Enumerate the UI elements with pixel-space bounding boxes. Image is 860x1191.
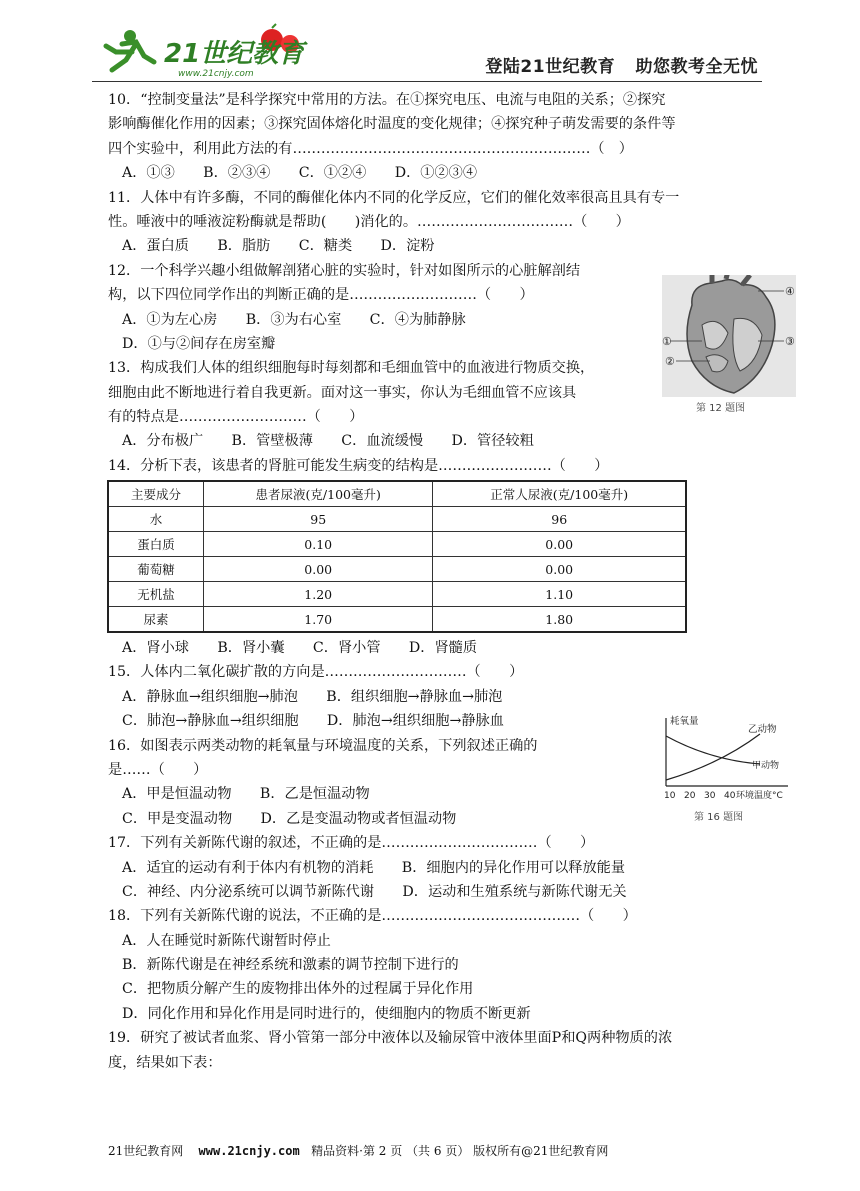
header-divider <box>92 81 762 82</box>
option-line: A．分布极广 B．管壁极薄 C．血流缓慢 D．管径较粗 <box>122 433 534 450</box>
text-line: 有的特点是………………………（ ） <box>108 409 364 426</box>
text-line: 18．下列有关新陈代谢的说法，不正确的是……………………………………（ ） <box>108 908 637 925</box>
graph-xlabel: 环境温度°C <box>736 791 783 801</box>
table-cell: 1.70 <box>204 607 433 633</box>
oxygen-graph <box>660 714 792 806</box>
running-figure-icon <box>106 30 154 70</box>
table-header-row <box>108 481 686 507</box>
text-line: 12．一个科学兴趣小组做解剖猪心脏的实验时，针对如图所示的心脏解剖结 <box>108 262 581 279</box>
series-b-label: 乙动物 <box>748 724 777 735</box>
footer-site: 21世纪教育网 <box>108 1144 184 1158</box>
option-line: A．蛋白质 B．脂肪 C．糖类 D．淀粉 <box>122 238 435 255</box>
text-line: 16．如图表示两类动物的耗氧量与环境温度的关系，下列叙述正确的 <box>108 737 538 754</box>
text-line: 细胞由此不断地进行着自我更新。面对这一事实，你认为毛细血管不应该具 <box>108 384 577 401</box>
text-line: 11．人体中有许多酶，不同的酶催化体内不同的化学反应，它们的催化效率很高且具有专一 <box>108 189 680 206</box>
series-a-label: 甲动物 <box>752 761 780 771</box>
page-footer <box>108 1142 768 1159</box>
table-row <box>108 507 686 532</box>
heart-figure <box>662 275 796 415</box>
logo <box>92 22 312 82</box>
footer-info: 精品资料·第 2 页 （共 6 页） 版权所有@21世纪教育网 <box>311 1144 609 1158</box>
graph-ylabel: 耗氧量 <box>670 716 699 727</box>
table-cell: 95 <box>204 507 433 532</box>
table-header: 正常人尿液(克/100毫升) <box>433 481 686 507</box>
option-line: A．适宜的运动有利于体内有机物的消耗 B．细胞内的异化作用可以释放能量 <box>122 859 626 876</box>
text-line: 17．下列有关新陈代谢的叙述，不正确的是……………………………（ ） <box>108 835 595 852</box>
question-text-2 <box>108 636 758 1075</box>
curve-a <box>666 736 760 764</box>
table-cell: 水 <box>108 507 204 532</box>
curve-b <box>666 734 760 780</box>
fig16-caption: 第 16 题图 <box>694 812 744 823</box>
table-row <box>108 607 686 633</box>
text-line: 14．分析下表，该患者的肾脏可能发生病变的结构是……………………（ ） <box>108 457 609 474</box>
oxygen-figure <box>660 714 792 824</box>
table-cell: 96 <box>433 507 686 532</box>
table-cell: 1.10 <box>433 582 686 607</box>
table-row <box>108 532 686 557</box>
text-line: 15．人体内二氧化碳扩散的方向是…………………………（ ） <box>108 664 524 681</box>
text-line: 19．研究了被试者血浆、肾小管第一部分中液体以及输尿管中液体里面P和Q两种物质的浓 <box>108 1030 673 1047</box>
option-line: A．肾小球 B．肾小囊 C．肾小管 D．肾髓质 <box>122 640 478 656</box>
tick-label: 30 <box>704 791 716 801</box>
option-line: B．新陈代谢是在神经系统和激素的调节控制下进行的 <box>122 957 459 974</box>
table-row <box>108 557 686 582</box>
table-cell: 尿素 <box>108 607 204 633</box>
table-cell: 0.10 <box>204 532 433 557</box>
table-cell: 1.80 <box>433 607 686 633</box>
table-cell: 0.00 <box>433 557 686 582</box>
text-line: 影响酶催化作用的因素；③探究固体熔化时温度的变化规律；④探究种子萌发需要的条件等 <box>108 116 676 133</box>
logo-text: 21世纪教育 <box>164 39 305 69</box>
option-line: A．①为左心房 B．③为右心室 C．④为肺静脉 <box>122 311 466 328</box>
text-line: 10．“控制变量法”是科学探究中常用的方法。在①探究电压、电流与电阻的关系；②探究 <box>108 92 666 108</box>
text-line: 度，结果如下表： <box>108 1054 222 1071</box>
table-cell: 无机盐 <box>108 582 204 607</box>
heart-label: ② <box>665 355 675 368</box>
option-line: A．①③ B．②③④ C．①②④ D．①②③④ <box>122 165 478 182</box>
table-cell: 葡萄糖 <box>108 557 204 582</box>
text-line: 构，以下四位同学作出的判断正确的是………………………（ ） <box>108 287 534 304</box>
table-header: 患者尿液(克/100毫升) <box>204 481 433 507</box>
tick-label: 40 <box>724 791 736 801</box>
heart-label: ④ <box>785 285 795 298</box>
fig12-caption: 第 12 题图 <box>696 403 746 414</box>
table-cell: 0.00 <box>433 532 686 557</box>
page-header <box>92 22 762 84</box>
text-line: 四个实验中，利用此方法的有………………………………………………………（ ） <box>108 140 633 157</box>
option-line: A．静脉血→组织细胞→肺泡 B．组织细胞→静脉血→肺泡 <box>122 688 503 705</box>
option-line: C．甲是变温动物 D．乙是变温动物或者恒温动物 <box>122 810 457 827</box>
option-line: D．同化作用和异化作用是同时进行的，使细胞内的物质不断更新 <box>122 1005 531 1022</box>
table-cell: 蛋白质 <box>108 532 204 557</box>
logo-url: www.21cnjy.com <box>178 69 254 79</box>
option-line: C．神经、内分泌系统可以调节新陈代谢 D．运动和生殖系统与新陈代谢无关 <box>122 883 627 900</box>
option-line: A．甲是恒温动物 B．乙是恒温动物 <box>122 786 370 803</box>
table-row <box>108 582 686 607</box>
table-cell: 0.00 <box>204 557 433 582</box>
header-slogan: 登陆21世纪教育 助您教考全无忧 <box>485 57 758 77</box>
heart-label: ① <box>662 335 672 348</box>
tick-label: 20 <box>684 791 696 801</box>
question-text <box>108 88 758 478</box>
heart-diagram <box>662 275 796 397</box>
table-header: 主要成分 <box>108 481 204 507</box>
option-line: A．人在睡觉时新陈代谢暂时停止 <box>122 932 331 949</box>
table-cell: 1.20 <box>204 582 433 607</box>
option-line: D．①与②间存在房室瓣 <box>122 335 276 352</box>
option-line: C．把物质分解产生的废物排出体外的过程属于异化作用 <box>122 981 474 998</box>
text-line: 性。唾液中的唾液淀粉酶就是帮助( )消化的。……………………………（ ） <box>108 213 630 230</box>
urine-table <box>107 480 687 633</box>
option-line: C．肺泡→静脉血→组织细胞 D．肺泡→组织细胞→静脉血 <box>122 713 504 730</box>
heart-label: ③ <box>785 335 795 348</box>
tick-label: 10 <box>664 791 676 801</box>
footer-url[interactable]: www.21cnjy.com <box>198 1144 300 1158</box>
text-line: 13．构成我们人体的组织细胞每时每刻都和毛细血管中的血液进行物质交换， <box>108 360 595 377</box>
text-line: 是……（ ） <box>108 761 208 778</box>
